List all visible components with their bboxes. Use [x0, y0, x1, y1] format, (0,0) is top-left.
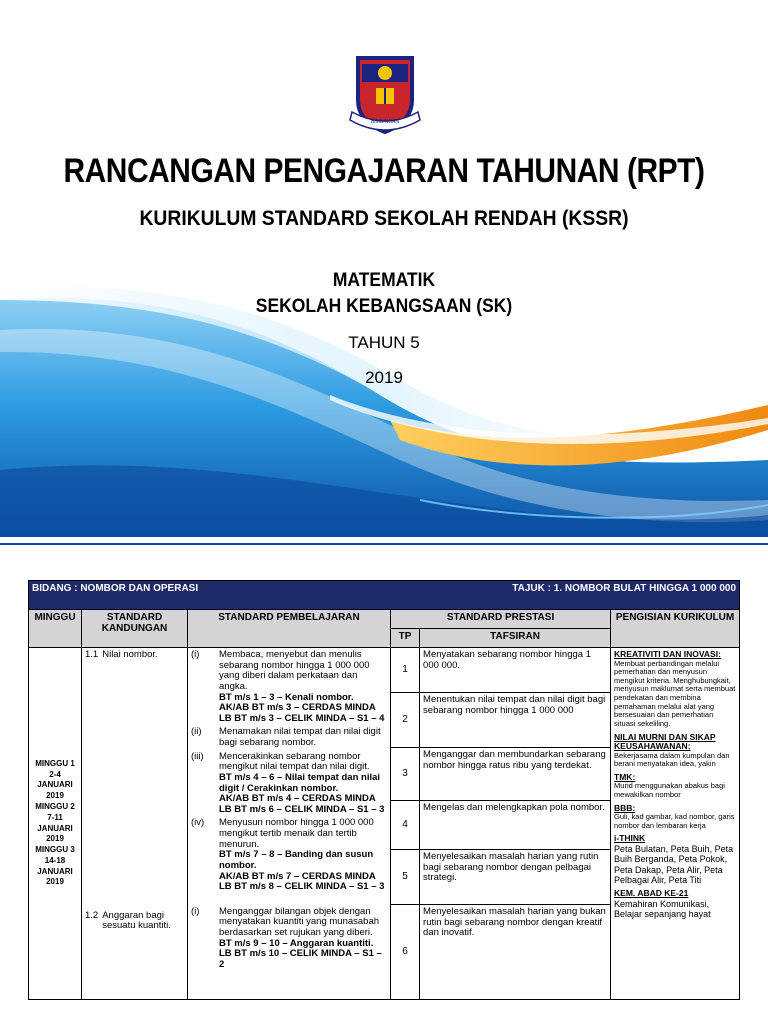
list-item: (i) Membaca, menyebut dan menulis sebarang nombor hingga 1 000 000 yang diberi dalam perkataan dan angka. BT m/s 1 – 3 – Kenali nombor. AK/AB BT m/s 3 – CERDAS MINDA LB BT m/s 3 – CELIK MINDA – S1 – 4 — [191, 649, 385, 724]
pengisian-text: Bekerjasama dalam kumpulan dan berani menyatakan idea, yakin — [614, 750, 730, 769]
tafsiran-text: Mengelas dan melengkapkan pola nombor. — [420, 801, 611, 850]
standard-kandungan-cell — [82, 648, 188, 1000]
tafsiran-text: Menganggar dan membundarkan sebarang nombor hingga ratus ribu yang terdekat. — [420, 748, 611, 801]
header-tp: TP — [391, 629, 420, 648]
tafsiran-text: Menyelesaikan masalah harian yang rutin bagi sebarang nombor dengan pelbagai strategi. — [420, 850, 611, 905]
pengisian-text: Murid menggunakan abakus bagi mewakilkan nombor — [614, 781, 725, 799]
pengisian-text: Guli, kad gambar, kad nombor, garis nombor dan lembaran kerja — [614, 812, 735, 830]
header-standard-pembelajaran: STANDARD PEMBELAJARAN — [188, 610, 391, 648]
week-dates: MINGGU 1 2-4 JANUARI 2019 MINGGU 2 7-11 JANUARI 2019 MINGGU 3 14-18 JANUARI 2019 — [35, 758, 75, 887]
tafsiran-text: Menentukan nilai tempat dan nilai digit bagi sebarang nombor hingga 1 000 000 — [420, 693, 611, 748]
tp-number: 1 — [391, 648, 420, 693]
list-item: (ii) Menamakan nilai tempat dan nilai digit bagi sebarang nombor. — [191, 726, 381, 748]
pengisian-heading: i-THINK — [614, 833, 646, 844]
tafsiran-text: Menyelesaikan masalah harian yang bukan rutin bagi sebarang nombor dengan kreatif dan inovatif. — [420, 905, 611, 1000]
subject-label: MATEMATIK — [332, 270, 436, 291]
header-pengisian-kurikulum: PENGISIAN KURIKULUM — [611, 610, 740, 648]
list-item: 1.2 Anggaran bagi sesuatu kuantiti. — [85, 909, 171, 932]
tp-number: 5 — [391, 850, 420, 905]
header-standard-kandungan: STANDARD KANDUNGAN — [82, 610, 188, 648]
school-crest-logo — [338, 52, 432, 138]
svg-text:BIMBINGAN: BIMBINGAN — [370, 119, 400, 125]
standard-pembelajaran-cell — [188, 648, 391, 1000]
pengisian-heading: KEM. ABAD KE-21 — [614, 888, 689, 899]
table-title-row — [29, 581, 740, 610]
rpt-table — [28, 580, 740, 1000]
document-title: RANCANGAN PENGAJARAN TAHUNAN (RPT) — [63, 152, 705, 190]
tp-number: 3 — [391, 748, 420, 801]
pengisian-heading: NILAI MURNI DAN SIKAP KEUSAHAWANAN: — [614, 731, 716, 752]
header-tafsiran: TAFSIRAN — [420, 629, 611, 648]
header-standard-prestasi: STANDARD PRESTASI — [391, 610, 611, 629]
pengisian-text: Kemahiran Komunikasi, Belajar sepanjang hayat — [614, 898, 711, 920]
header-row — [29, 610, 740, 629]
pengisian-heading: TMK: — [614, 771, 636, 782]
year-level-label: TAHUN 5 — [348, 333, 420, 352]
pengisian-heading: KREATIVITI DAN INOVASI: — [614, 649, 721, 659]
pengisian-text: Peta Bulatan, Peta Buih, Peta Buih Berganda, Peta Pokok, Peta Dakap, Peta Alir, Peta Pelbagai Alir, Peta Titi — [614, 843, 734, 885]
table-row — [29, 648, 740, 693]
document-subtitle: KURIKULUM STANDARD SEKOLAH RENDAH (KSSR) — [139, 207, 629, 230]
header-minggu: MINGGU — [29, 610, 82, 648]
tp-number: 6 — [391, 905, 420, 1000]
list-item: (iv) Menyusun nombor hingga 1 000 000 mengikut tertib menaik dan tertib menurun. BT m/s 7 – 8 – Banding dan susun nombor. AK/AB BT m/s 7 – CERDAS MINDA LB BT m/s 8 – CELIK MINDA – S1 – 3 — [191, 817, 385, 893]
tp-number: 2 — [391, 693, 420, 748]
pengisian-heading: BBB: — [614, 802, 636, 813]
pengisian-text: Membuat perbandingan melalui pemerhatian dan menyusun mengikut kriteria. Menghubungkait, menyusun maklumat serta membuat pendekatan dan membina pemahaman melalui alat yang bersesuaian dan pemerhatian situasi sekeliling. — [614, 658, 736, 728]
list-item: (iii) Mencerakinkan sebarang nombor mengikut nilai tempat dan nilai digit. BT m/s 4 – 6 – Nilai tempat dan nilai digit / Cerakinkan nombor. AK/AB BT m/s 4 – CERDAS MINDA LB BT m/s 6 – CELIK MINDA – S1 – 3 — [191, 750, 385, 815]
week-cell — [29, 648, 82, 1000]
tp-number: 4 — [391, 801, 420, 850]
school-type-label: SEKOLAH KEBANGSAAN (SK) — [255, 296, 513, 317]
list-item: (i) Menganggar bilangan objek dengan menyatakan kuantiti yang munasabah berdasarkan set rujukan yang diberi. BT m/s 9 – 10 – Anggaran kuantiti. LB BT m/s 10 – CELIK MINDA – S1 – 2 — [191, 905, 382, 970]
tafsiran-text: Menyatakan sebarang nombor hingga 1 000 000. — [420, 648, 611, 693]
tajuk-label: TAJUK : 1. NOMBOR BULAT HINGGA 1 000 000 — [391, 581, 740, 610]
list-item: 1.1 Nilai nombor. — [85, 649, 158, 660]
bidang-label: BIDANG : NOMBOR DAN OPERASI — [29, 581, 391, 610]
year-label: 2019 — [365, 368, 403, 387]
pengisian-kurikulum-cell — [611, 648, 740, 1000]
